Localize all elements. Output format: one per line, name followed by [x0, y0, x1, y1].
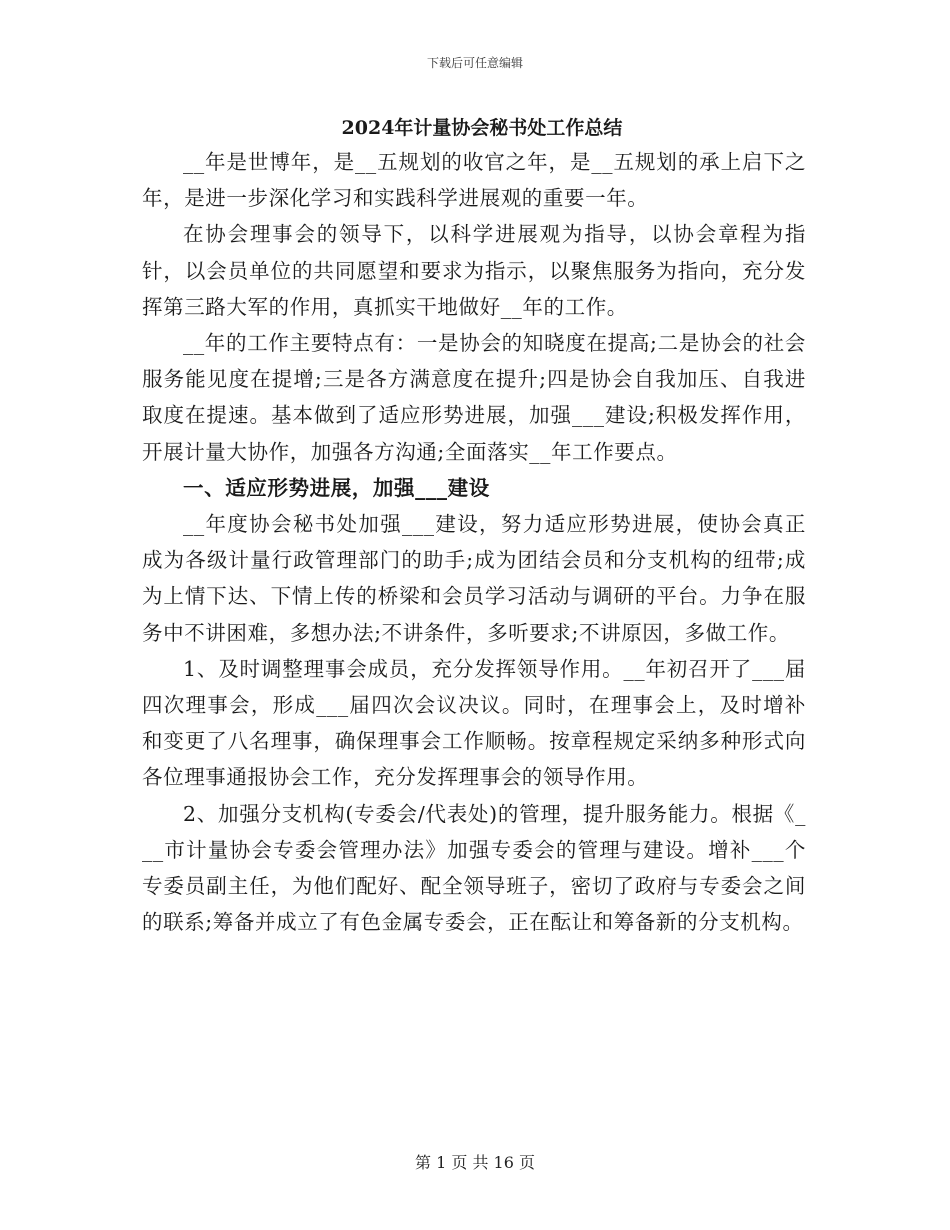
paragraph-guidance: 在协会理事会的领导下，以科学进展观为指导，以协会章程为指针，以会员单位的共同愿望和要求为指示，以聚焦服务为指向，充分发挥第三路大军的作用，真抓实干地做好__年的工作。	[142, 222, 806, 319]
document-title: 2024年计量协会秘书处工作总结	[341, 117, 623, 139]
paragraph-secretariat: __年度协会秘书处加强___建设，努力适应形势进展，使协会真正成为各级计量行政管理部门的助手;成为团结会员和分支机构的纽带;成为上情下达、下情上传的桥梁和会员学习活动与调研的平台。力争在服务中不讲困难，多想办法;不讲条件，多听要求;不讲原因，多做工作。	[142, 512, 806, 645]
paragraph-features: __年的工作主要特点有：一是协会的知晓度在提高;二是协会的社会服务能见度在提增;三是各方满意度在提升;四是协会自我加压、自我进取度在提速。基本做到了适应形势进展，加强___建设;积极发挥作用，开展计量大协作，加强各方沟通;全面落实__年工作要点。	[142, 331, 806, 464]
paragraph-intro: __年是世博年，是__五规划的收官之年，是__五规划的承上启下之年，是进一步深化学习和实践科学进展观的重要一年。	[142, 150, 806, 211]
paragraph-branches: 2、加强分支机构(专委会/代表处)的管理，提升服务能力。根据《___市计量协会专委会管理办法》加强专委会的管理与建设。增补___个专委员副主任，为他们配好、配全领导班子，密切了政府与专委会之间的联系;筹备并成立了有色金属专委会，正在酝让和筹备新的分支机构。	[142, 801, 806, 935]
header-note: 下载后可任意编辑	[426, 56, 523, 70]
page-number: 第 1 页 共 16 页	[415, 1153, 535, 1172]
document-body	[142, 112, 806, 940]
section-heading-1: 一、适应形势进展，加强___建设	[183, 475, 490, 500]
paragraph-council: 1、及时调整理事会成员，充分发挥领导作用。__年初召开了___届四次理事会，形成___届四次会议决议。同时，在理事会上，及时增补和变更了八名理事，确保理事会工作顺畅。按章程规定采纳多种形式向各位理事通报协会工作，充分发挥理事会的领导作用。	[142, 656, 806, 790]
